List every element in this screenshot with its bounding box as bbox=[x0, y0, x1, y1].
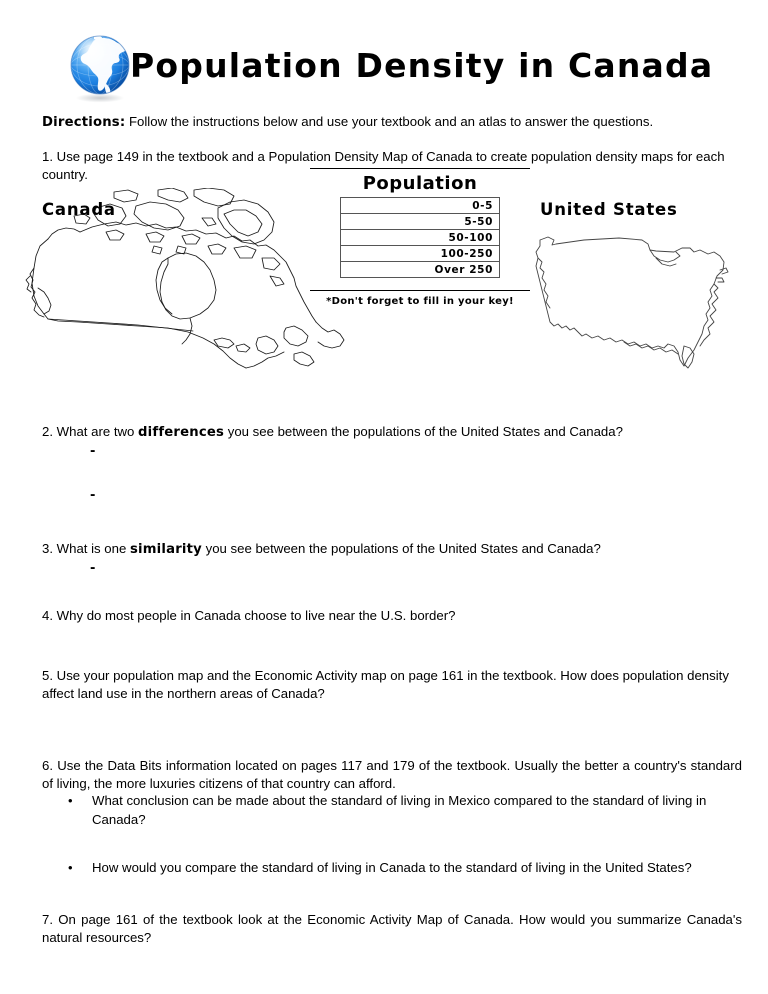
legend-top-rule bbox=[310, 168, 530, 169]
question-5 bbox=[42, 667, 742, 703]
legend-row-value[interactable]: Over 250 bbox=[341, 262, 500, 278]
globe-north-america-icon bbox=[66, 32, 138, 104]
question-5-text: Use your population map and the Economic Activity map on page 161 in the textbook. How does population density affect land use in the northern areas of Canada? bbox=[42, 668, 729, 701]
question-3-keyword: similarity bbox=[129, 542, 202, 557]
legend-row-value[interactable]: 5-50 bbox=[341, 214, 500, 230]
question-6 bbox=[42, 757, 742, 793]
table-row[interactable] bbox=[341, 262, 500, 278]
answer-dash-2b[interactable]: - bbox=[90, 488, 96, 503]
legend-note: *Don't forget to fill in your key! bbox=[326, 296, 514, 307]
question-6-number: 6. bbox=[42, 758, 53, 773]
question-2-keyword: differences bbox=[138, 425, 225, 440]
question-7-text: On page 161 of the textbook look at the Economic Activity Map of Canada. How would you summarize Canada's natural resources? bbox=[42, 912, 742, 945]
question-2-number: 2. bbox=[42, 424, 53, 439]
question-3-number: 3. bbox=[42, 541, 53, 556]
question-4-number: 4. bbox=[42, 608, 53, 623]
page-title: Population Density in Canada bbox=[130, 46, 714, 85]
answer-dash-2a[interactable]: - bbox=[90, 444, 96, 459]
united-states-map-label: United States bbox=[540, 200, 678, 219]
population-legend bbox=[310, 168, 530, 307]
question-6-bullet-2-text: How would you compare the standard of living in Canada to the standard of living in the United States? bbox=[92, 860, 692, 875]
question-1-text: Use page 149 in the textbook and a Population Density Map of Canada to create population density maps for each country. bbox=[42, 149, 725, 182]
table-row[interactable] bbox=[341, 246, 500, 262]
united-states-outline-map bbox=[524, 218, 742, 378]
question-3-post: you see between the populations of the United States and Canada? bbox=[201, 541, 601, 556]
question-4 bbox=[42, 607, 742, 625]
question-6-bullet-1 bbox=[68, 791, 742, 829]
question-7-number: 7. bbox=[42, 912, 53, 927]
question-4-text: Why do most people in Canada choose to live near the U.S. border? bbox=[53, 608, 456, 623]
directions-label: Directions: bbox=[42, 115, 126, 130]
table-row[interactable] bbox=[341, 214, 500, 230]
question-2-post: you see between the populations of the United States and Canada? bbox=[224, 424, 623, 439]
answer-dash-3a[interactable]: - bbox=[90, 561, 96, 576]
legend-row-value[interactable]: 50-100 bbox=[341, 230, 500, 246]
question-3 bbox=[42, 540, 742, 559]
question-7 bbox=[42, 911, 742, 947]
directions-text: Follow the instructions below and use your textbook and an atlas to answer the questions. bbox=[125, 114, 654, 129]
legend-title: Population bbox=[362, 173, 478, 194]
page-header bbox=[42, 30, 732, 110]
legend-row-value[interactable]: 100-250 bbox=[341, 246, 500, 262]
question-3-pre: What is one bbox=[53, 541, 130, 556]
table-row[interactable] bbox=[341, 230, 500, 246]
canada-map-label: Canada bbox=[42, 200, 116, 219]
question-1-number: 1. bbox=[42, 149, 53, 164]
directions-line bbox=[42, 113, 742, 131]
legend-row-value[interactable]: 0-5 bbox=[341, 198, 500, 214]
question-2-pre: What are two bbox=[53, 424, 139, 439]
question-5-number: 5. bbox=[42, 668, 53, 683]
question-2 bbox=[42, 423, 742, 442]
legend-bottom-rule bbox=[310, 290, 530, 291]
question-6-bullet-1-text: What conclusion can be made about the standard of living in Mexico compared to the standard of living in Canada? bbox=[92, 793, 707, 827]
table-row[interactable] bbox=[341, 198, 500, 214]
question-6-text: Use the Data Bits information located on pages 117 and 179 of the textbook. Usually the better a country's standard of living, the more luxuries citizens of that country can afford. bbox=[42, 758, 742, 791]
legend-table bbox=[340, 197, 500, 278]
question-6-bullet-2 bbox=[68, 858, 742, 877]
